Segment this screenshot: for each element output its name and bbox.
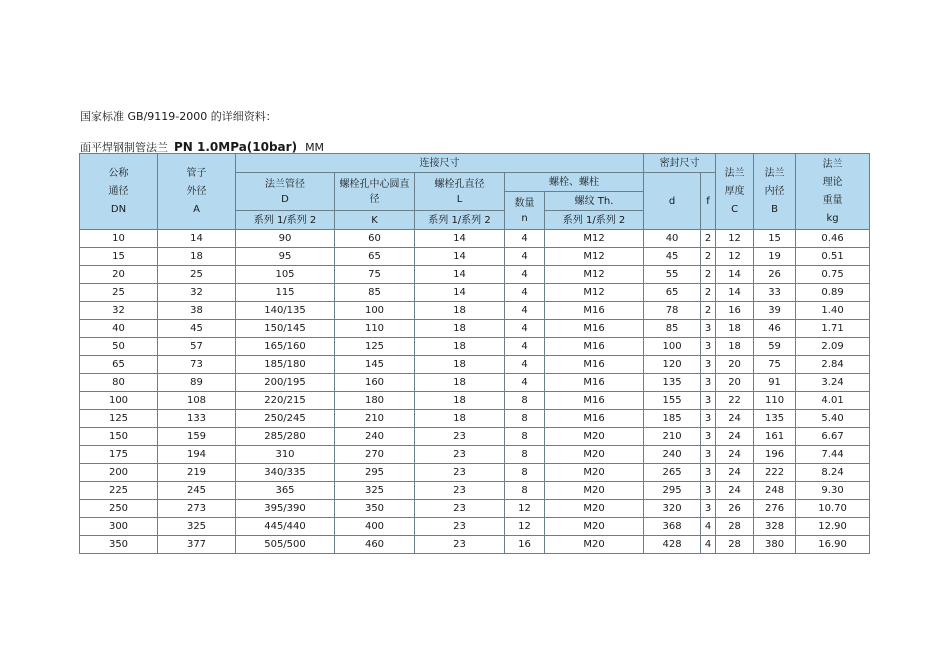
table-cell: 108 xyxy=(158,392,236,410)
table-row xyxy=(80,464,870,482)
table-cell: 23 xyxy=(415,518,505,536)
header-thickness: 法兰 厚度 C xyxy=(716,154,754,230)
table-cell: 14 xyxy=(716,284,754,302)
table-cell: 350 xyxy=(80,536,158,554)
table-cell: 4 xyxy=(701,536,716,554)
table-cell: 0.89 xyxy=(796,284,870,302)
table-cell: 3 xyxy=(701,482,716,500)
table-row xyxy=(80,320,870,338)
header-bolts: 螺栓、螺柱 xyxy=(505,173,644,192)
table-cell: M16 xyxy=(545,392,644,410)
table-cell: 75 xyxy=(335,266,415,284)
table-cell: 22 xyxy=(716,392,754,410)
table-cell: 185/180 xyxy=(236,356,335,374)
table-cell: 18 xyxy=(415,320,505,338)
table-cell: 4 xyxy=(505,374,545,392)
table-cell: 90 xyxy=(236,230,335,248)
table-cell: 155 xyxy=(644,392,701,410)
table-cell: M12 xyxy=(545,230,644,248)
table-cell: 55 xyxy=(644,266,701,284)
table-cell: 115 xyxy=(236,284,335,302)
table-cell: 4 xyxy=(505,302,545,320)
header-inner-diameter: 法兰 内径 B xyxy=(754,154,796,230)
table-cell: 377 xyxy=(158,536,236,554)
table-cell: 219 xyxy=(158,464,236,482)
table-cell: 12.90 xyxy=(796,518,870,536)
table-cell: M12 xyxy=(545,284,644,302)
table-row xyxy=(80,230,870,248)
table-cell: 15 xyxy=(754,230,796,248)
header-bolt-circle-sym: K xyxy=(335,211,415,230)
table-cell: 428 xyxy=(644,536,701,554)
table-cell: M20 xyxy=(545,536,644,554)
table-cell: 65 xyxy=(644,284,701,302)
table-cell: 3.24 xyxy=(796,374,870,392)
table-cell: 161 xyxy=(754,428,796,446)
table-cell: 276 xyxy=(754,500,796,518)
table-cell: 20 xyxy=(80,266,158,284)
table-cell: 33 xyxy=(754,284,796,302)
table-cell: 32 xyxy=(80,302,158,320)
table-row xyxy=(80,518,870,536)
table-cell: 194 xyxy=(158,446,236,464)
table-cell: 325 xyxy=(158,518,236,536)
intro-text: 国家标准 GB/9119-2000 的详细资料： xyxy=(80,110,277,123)
table-cell: 159 xyxy=(158,428,236,446)
table-cell: M16 xyxy=(545,410,644,428)
table-cell: 2.84 xyxy=(796,356,870,374)
table-cell: 8 xyxy=(505,464,545,482)
table-cell: 2 xyxy=(701,230,716,248)
table-row xyxy=(80,482,870,500)
table-cell: 23 xyxy=(415,482,505,500)
table-cell: 200/195 xyxy=(236,374,335,392)
table-cell: 310 xyxy=(236,446,335,464)
table-cell: 14 xyxy=(415,230,505,248)
table-cell: 240 xyxy=(335,428,415,446)
table-cell: 85 xyxy=(335,284,415,302)
table-cell: 100 xyxy=(335,302,415,320)
table-cell: 23 xyxy=(415,500,505,518)
table-cell: 23 xyxy=(415,446,505,464)
table-cell: 26 xyxy=(754,266,796,284)
table-cell: 26 xyxy=(716,500,754,518)
table-cell: 8 xyxy=(505,446,545,464)
table-cell: 2 xyxy=(701,266,716,284)
table-cell: 10.70 xyxy=(796,500,870,518)
header-connection: 连接尺寸 xyxy=(236,154,644,173)
table-cell: 16 xyxy=(505,536,545,554)
table-cell: 4 xyxy=(505,356,545,374)
table-cell: 24 xyxy=(716,464,754,482)
table-cell: 1.71 xyxy=(796,320,870,338)
table-cell: 0.46 xyxy=(796,230,870,248)
table-cell: 140/135 xyxy=(236,302,335,320)
table-cell: 365 xyxy=(236,482,335,500)
table-cell: 300 xyxy=(80,518,158,536)
table-cell: 95 xyxy=(236,248,335,266)
table-cell: 4 xyxy=(505,230,545,248)
table-cell: 325 xyxy=(335,482,415,500)
table-cell: 85 xyxy=(644,320,701,338)
table-row xyxy=(80,536,870,554)
table-cell: 395/390 xyxy=(236,500,335,518)
table-cell: 24 xyxy=(716,428,754,446)
table-cell: 3 xyxy=(701,428,716,446)
table-cell: 7.44 xyxy=(796,446,870,464)
table-cell: 3 xyxy=(701,374,716,392)
table-cell: 200 xyxy=(80,464,158,482)
table-cell: 3 xyxy=(701,464,716,482)
table-cell: 6.67 xyxy=(796,428,870,446)
table-cell: 14 xyxy=(415,248,505,266)
table-cell: 40 xyxy=(80,320,158,338)
table-cell: 12 xyxy=(716,230,754,248)
table-cell: 100 xyxy=(644,338,701,356)
table-cell: 65 xyxy=(80,356,158,374)
table-cell: 25 xyxy=(80,284,158,302)
table-cell: 32 xyxy=(158,284,236,302)
table-cell: 5.40 xyxy=(796,410,870,428)
table-cell: 75 xyxy=(754,356,796,374)
table-cell: 2 xyxy=(701,302,716,320)
table-cell: 3 xyxy=(701,392,716,410)
table-cell: 248 xyxy=(754,482,796,500)
header-bolt-hole: 螺栓孔直径 L xyxy=(415,173,505,211)
table-cell: 20 xyxy=(716,374,754,392)
table-cell: 23 xyxy=(415,536,505,554)
table-cell: 400 xyxy=(335,518,415,536)
table-cell: 210 xyxy=(644,428,701,446)
table-cell: 16 xyxy=(716,302,754,320)
table-cell: 380 xyxy=(754,536,796,554)
table-cell: 4.01 xyxy=(796,392,870,410)
table-cell: 125 xyxy=(80,410,158,428)
table-cell: 196 xyxy=(754,446,796,464)
table-cell: 23 xyxy=(415,428,505,446)
table-cell: 14 xyxy=(158,230,236,248)
table-cell: M20 xyxy=(545,446,644,464)
table-cell: 210 xyxy=(335,410,415,428)
table-cell: 89 xyxy=(158,374,236,392)
table-cell: 14 xyxy=(415,284,505,302)
table-cell: 20 xyxy=(716,356,754,374)
table-cell: 3 xyxy=(701,446,716,464)
header-bolt-hole-series: 系列 1/系列 2 xyxy=(415,211,505,230)
header-quantity: 数量 n xyxy=(505,192,545,230)
table-cell: 4 xyxy=(505,248,545,266)
table-row xyxy=(80,446,870,464)
table-cell: M20 xyxy=(545,428,644,446)
table-cell: 80 xyxy=(80,374,158,392)
table-cell: 160 xyxy=(335,374,415,392)
unit-label: MM xyxy=(305,141,325,154)
table-cell: 273 xyxy=(158,500,236,518)
table-cell: 4 xyxy=(505,284,545,302)
table-cell: 120 xyxy=(644,356,701,374)
table-cell: 45 xyxy=(158,320,236,338)
subtitle-prefix: 面平焊钢制管法兰 xyxy=(80,141,168,154)
flange-spec-table xyxy=(79,153,870,554)
table-cell: 133 xyxy=(158,410,236,428)
table-cell: 1.40 xyxy=(796,302,870,320)
header-flange-od-series: 系列 1/系列 2 xyxy=(236,211,335,230)
table-row xyxy=(80,356,870,374)
table-cell: M16 xyxy=(545,320,644,338)
table-cell: 8 xyxy=(505,392,545,410)
table-row xyxy=(80,284,870,302)
table-cell: 18 xyxy=(415,410,505,428)
table-cell: 12 xyxy=(716,248,754,266)
table-cell: 100 xyxy=(80,392,158,410)
table-cell: 135 xyxy=(644,374,701,392)
table-cell: 350 xyxy=(335,500,415,518)
table-cell: 340/335 xyxy=(236,464,335,482)
table-cell: 3 xyxy=(701,338,716,356)
table-cell: 285/280 xyxy=(236,428,335,446)
table-cell: 175 xyxy=(80,446,158,464)
table-row xyxy=(80,338,870,356)
table-cell: 8 xyxy=(505,410,545,428)
table-cell: 46 xyxy=(754,320,796,338)
table-cell: 14 xyxy=(716,266,754,284)
table-cell: 110 xyxy=(754,392,796,410)
table-cell: 91 xyxy=(754,374,796,392)
header-weight: 法兰 理论 重量 kg xyxy=(796,154,870,230)
table-cell: 4 xyxy=(505,266,545,284)
table-cell: 3 xyxy=(701,320,716,338)
table-cell: 38 xyxy=(158,302,236,320)
table-cell: 2 xyxy=(701,248,716,266)
table-cell: 24 xyxy=(716,410,754,428)
table-cell: 125 xyxy=(335,338,415,356)
table-cell: 18 xyxy=(415,338,505,356)
table-cell: 18 xyxy=(415,374,505,392)
header-dn: 公称 通径 DN xyxy=(80,154,158,230)
table-cell: 3 xyxy=(701,356,716,374)
table-cell: 12 xyxy=(505,500,545,518)
table-cell: 0.51 xyxy=(796,248,870,266)
table-cell: 295 xyxy=(335,464,415,482)
table-cell: 12 xyxy=(505,518,545,536)
table-row xyxy=(80,392,870,410)
table-cell: 368 xyxy=(644,518,701,536)
table-cell: 135 xyxy=(754,410,796,428)
table-cell: 18 xyxy=(415,302,505,320)
table-cell: 165/160 xyxy=(236,338,335,356)
table-cell: 3 xyxy=(701,410,716,428)
table-cell: 245 xyxy=(158,482,236,500)
table-cell: 220/215 xyxy=(236,392,335,410)
table-cell: 460 xyxy=(335,536,415,554)
table-cell: 9.30 xyxy=(796,482,870,500)
table-cell: 4 xyxy=(505,320,545,338)
table-cell: 18 xyxy=(158,248,236,266)
table-cell: 25 xyxy=(158,266,236,284)
table-cell: 3 xyxy=(701,500,716,518)
table-cell: 18 xyxy=(415,392,505,410)
table-cell: 19 xyxy=(754,248,796,266)
table-cell: 4 xyxy=(505,338,545,356)
table-cell: 57 xyxy=(158,338,236,356)
table-cell: 14 xyxy=(415,266,505,284)
table-cell: 185 xyxy=(644,410,701,428)
table-cell: 78 xyxy=(644,302,701,320)
header-f: f xyxy=(701,173,716,230)
table-row xyxy=(80,374,870,392)
table-cell: 10 xyxy=(80,230,158,248)
table-cell: 250/245 xyxy=(236,410,335,428)
table-cell: 0.75 xyxy=(796,266,870,284)
table-cell: 23 xyxy=(415,464,505,482)
table-cell: 150/145 xyxy=(236,320,335,338)
table-row xyxy=(80,500,870,518)
pressure-rating: PN 1.0MPa(10bar) xyxy=(174,140,298,154)
table-cell: 180 xyxy=(335,392,415,410)
header-thread-series: 系列 1/系列 2 xyxy=(545,211,644,230)
table-cell: 8 xyxy=(505,428,545,446)
table-cell: 28 xyxy=(716,518,754,536)
table-cell: 45 xyxy=(644,248,701,266)
table-header xyxy=(80,154,870,230)
table-cell: 320 xyxy=(644,500,701,518)
table-cell: 18 xyxy=(716,338,754,356)
table-cell: M20 xyxy=(545,500,644,518)
header-thread: 螺纹 Th. xyxy=(545,192,644,211)
table-cell: 150 xyxy=(80,428,158,446)
header-flange-od: 法兰管径 D xyxy=(236,173,335,211)
table-body xyxy=(80,230,870,554)
header-pipe-od: 管子 外径 A xyxy=(158,154,236,230)
table-cell: 2.09 xyxy=(796,338,870,356)
table-row xyxy=(80,410,870,428)
table-cell: 225 xyxy=(80,482,158,500)
table-cell: M16 xyxy=(545,338,644,356)
header-bolt-circle: 螺栓孔中心圆直径 xyxy=(335,173,415,211)
table-cell: M20 xyxy=(545,482,644,500)
table-cell: M20 xyxy=(545,518,644,536)
table-row xyxy=(80,248,870,266)
table-cell: 270 xyxy=(335,446,415,464)
table-cell: 145 xyxy=(335,356,415,374)
table-cell: 8.24 xyxy=(796,464,870,482)
table-cell: 24 xyxy=(716,482,754,500)
table-cell: 445/440 xyxy=(236,518,335,536)
table-cell: M16 xyxy=(545,302,644,320)
table-cell: 295 xyxy=(644,482,701,500)
table-cell: 2 xyxy=(701,284,716,302)
table-cell: 265 xyxy=(644,464,701,482)
table-cell: 505/500 xyxy=(236,536,335,554)
table-cell: 15 xyxy=(80,248,158,266)
table-cell: 222 xyxy=(754,464,796,482)
table-cell: 105 xyxy=(236,266,335,284)
table-cell: M20 xyxy=(545,464,644,482)
table-cell: M16 xyxy=(545,374,644,392)
table-cell: M12 xyxy=(545,248,644,266)
table-cell: 18 xyxy=(716,320,754,338)
table-cell: 65 xyxy=(335,248,415,266)
table-cell: M16 xyxy=(545,356,644,374)
table-cell: 73 xyxy=(158,356,236,374)
header-d: d xyxy=(644,173,701,230)
table-cell: 4 xyxy=(701,518,716,536)
table-cell: 28 xyxy=(716,536,754,554)
table-cell: 40 xyxy=(644,230,701,248)
table-cell: 328 xyxy=(754,518,796,536)
table-row xyxy=(80,302,870,320)
table-cell: 250 xyxy=(80,500,158,518)
table-cell: 8 xyxy=(505,482,545,500)
header-sealing: 密封尺寸 xyxy=(644,154,716,173)
table-cell: M12 xyxy=(545,266,644,284)
table-cell: 59 xyxy=(754,338,796,356)
table-row xyxy=(80,428,870,446)
table-cell: 24 xyxy=(716,446,754,464)
table-cell: 39 xyxy=(754,302,796,320)
table-row xyxy=(80,266,870,284)
table-cell: 110 xyxy=(335,320,415,338)
table-cell: 50 xyxy=(80,338,158,356)
table-cell: 60 xyxy=(335,230,415,248)
table-cell: 16.90 xyxy=(796,536,870,554)
table-cell: 240 xyxy=(644,446,701,464)
table-cell: 18 xyxy=(415,356,505,374)
